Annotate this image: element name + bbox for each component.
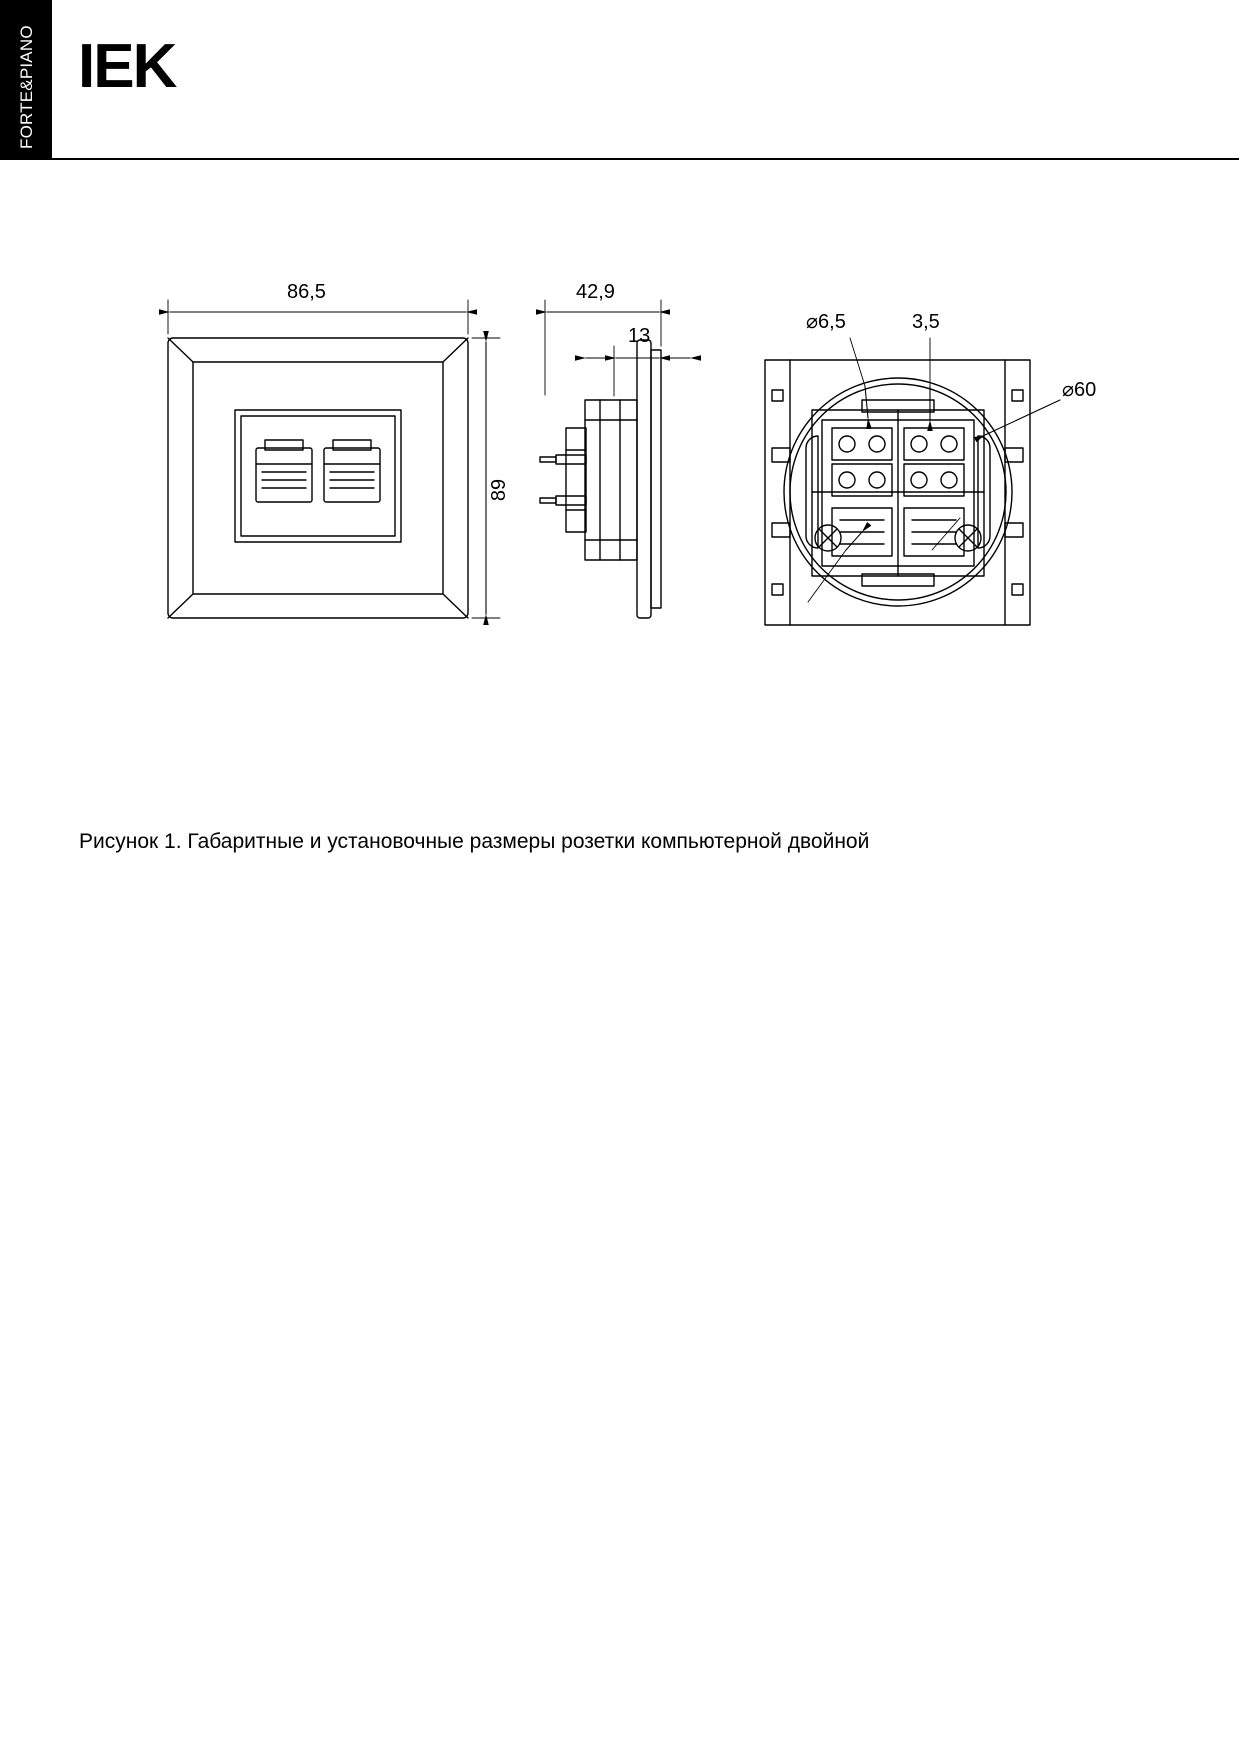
dim-side-depth-frame: 13 (628, 325, 651, 347)
rear-view (765, 338, 1060, 625)
dim-front-width: 86,5 (287, 281, 326, 303)
figure-caption: Рисунок 1. Габаритные и установочные размеры розетки компьютерной двойной (79, 830, 870, 853)
page-header (0, 0, 1239, 160)
dim-front-height: 89 (488, 478, 510, 502)
drawing-svg (0, 250, 1239, 670)
brand-block (0, 0, 52, 158)
dim-box-diameter: ⌀60 (1062, 379, 1097, 401)
dim-hole-diameter: ⌀6,5 (806, 311, 846, 333)
dim-screw-size: 3,5 (912, 311, 940, 333)
iek-logo: IEK (78, 32, 176, 101)
header-divider (0, 158, 1239, 160)
brand-series-label: FORTE&PIANO (17, 25, 36, 149)
front-view (168, 300, 500, 618)
dim-side-depth-total: 42,9 (576, 281, 615, 303)
technical-drawing (0, 250, 1239, 670)
side-view (540, 300, 690, 618)
